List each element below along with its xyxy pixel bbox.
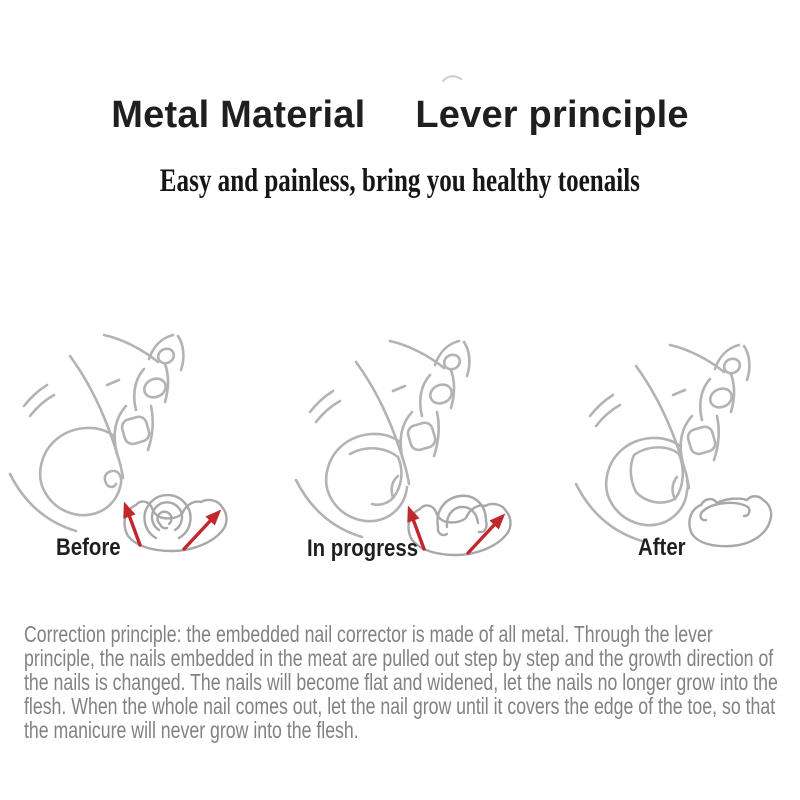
stage-label-in-progress: In progress	[307, 535, 419, 562]
correction-principle-paragraph: Correction principle: the embedded nail corrector is made of all metal. Through the lever principle, the nails embedded in the meat are pulled out step by step and the growth direction of the nails is changed. The nails will become flat and widened, let the nails no longer grow into the flesh. When the whole nail comes out, let the nail grow until it covers the edge of the toe, so that the manicure will never grow into the flesh.	[24, 621, 778, 743]
title-metal-material: Metal Material	[111, 94, 366, 136]
stage-label-before: Before	[56, 534, 121, 561]
after-cross-section-icon	[689, 496, 771, 546]
stray-pen-mark	[438, 70, 468, 88]
in-progress-foot-sketch-icon	[296, 341, 469, 537]
after-foot-sketch-icon	[576, 345, 749, 541]
title-lever-principle: Lever principle	[415, 94, 689, 136]
stage-after	[540, 330, 800, 580]
page-subtitle: Easy and painless, bring you healthy toenails	[159, 163, 641, 199]
stage-label-after: After	[638, 534, 686, 561]
page-title	[0, 92, 800, 138]
stage-in-progress	[270, 330, 530, 580]
stage-before	[0, 330, 260, 580]
before-foot-sketch-icon	[10, 335, 183, 531]
